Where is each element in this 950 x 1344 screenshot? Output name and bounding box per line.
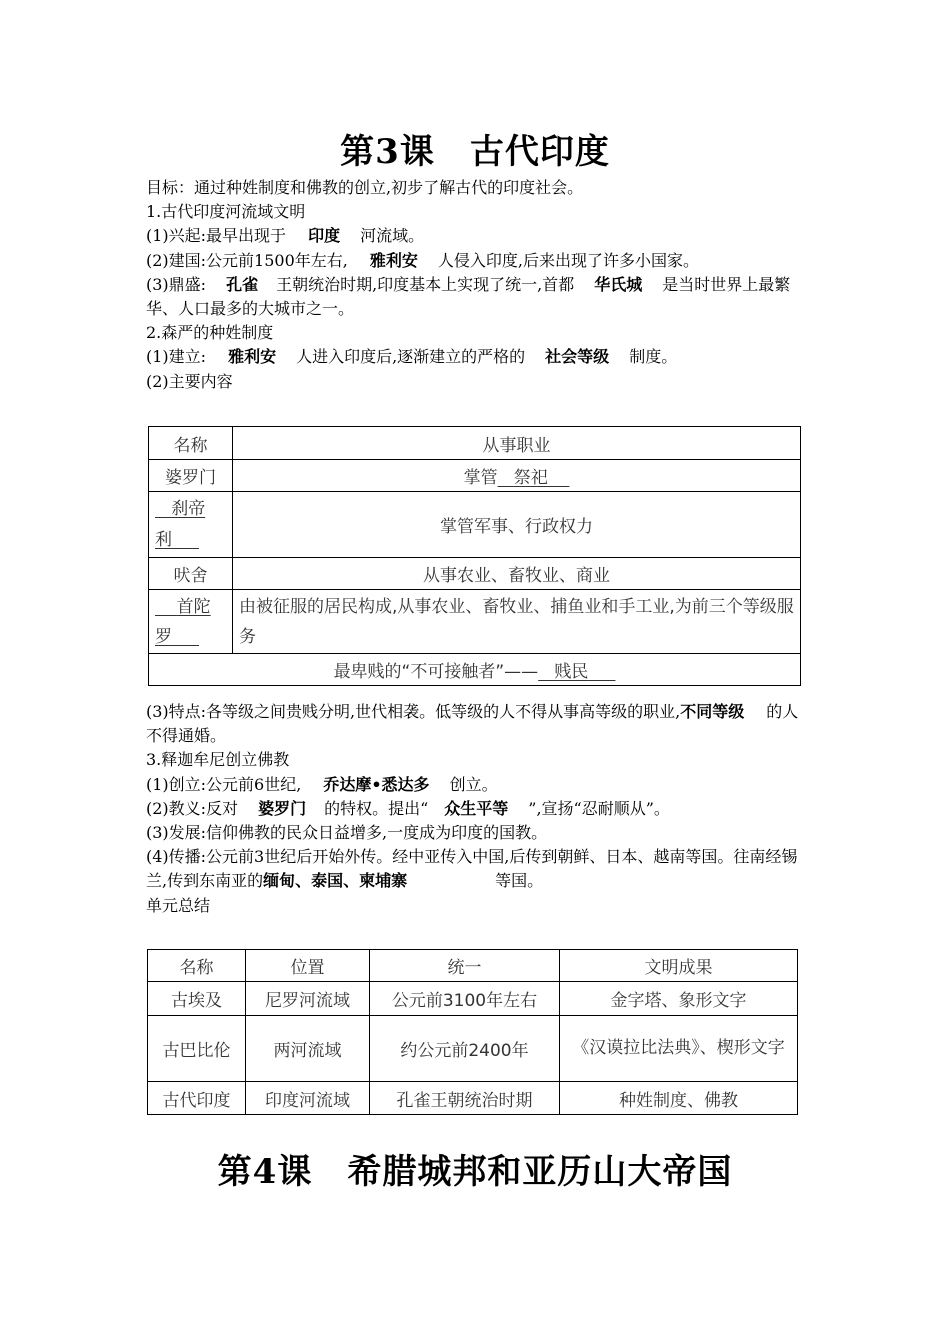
caste-row — [149, 558, 801, 590]
summary-cell: 古埃及 — [148, 982, 246, 1016]
summary-cell: 金字塔、象形文字 — [560, 982, 798, 1016]
untouchable-cell: 最卑贱的“不可接触者”—— 贱民 — [149, 654, 801, 686]
caste-row — [149, 460, 801, 492]
s2-line-3: (3)特点:各等级之间贵贱分明,世代相袭。低等级的人不得从事高等级的职业,不同等级 的人不得通婚。 — [146, 702, 799, 746]
caste-job: 掌管军事、行政权力 — [233, 492, 801, 558]
summary-cell: 种姓制度、佛教 — [560, 1082, 798, 1115]
s1-line-1: (1)兴起:最早出现于 印度 河流域。 — [146, 226, 425, 246]
summary-cell: 两河流域 — [246, 1016, 370, 1082]
caste-table-header — [149, 427, 801, 460]
section-text-2 — [146, 700, 812, 918]
caste-name: 首陀 罗 — [149, 590, 233, 654]
summary-header-cell: 文明成果 — [560, 950, 798, 982]
summary-cell: 古巴比伦 — [148, 1016, 246, 1082]
summary-row — [148, 1016, 798, 1082]
caste-name: 婆罗门 — [149, 460, 233, 492]
section-text-1 — [146, 176, 812, 394]
summary-header-cell: 名称 — [148, 950, 246, 982]
caste-name: 刹帝 利 — [149, 492, 233, 558]
summary-cell: 约公元前2400年 — [370, 1016, 560, 1082]
s3-line-2: (2)教义:反对 婆罗门 的特权。提出“ 众生平等 ”,宣扬“忍耐顺从”。 — [146, 798, 670, 818]
unit-summary-label: 单元总结 — [146, 895, 211, 915]
caste-job: 从事农业、畜牧业、商业 — [233, 558, 801, 590]
section-2-heading: 2.森严的种姓制度 — [146, 323, 274, 343]
summary-cell: 公元前3100年左右 — [370, 982, 560, 1016]
caste-job: 掌管 祭祀 — [233, 460, 801, 492]
caste-header-name: 名称 — [149, 427, 233, 460]
summary-table — [147, 949, 798, 1115]
summary-cell: 《汉谟拉比法典》、楔形文字 — [560, 1016, 798, 1082]
summary-header-cell: 统一 — [370, 950, 560, 982]
caste-row-untouchable — [149, 654, 801, 686]
summary-cell: 孔雀王朝统治时期 — [370, 1082, 560, 1115]
summary-cell: 古代印度 — [148, 1082, 246, 1115]
lesson-3-title: 第3课 古代印度 — [340, 132, 610, 172]
s3-line-4: (4)传播:公元前3世纪后开始外传。经中亚传入中国,后传到朝鲜、日本、越南等国。往南经锡兰,传到东南亚的缅甸、泰国、柬埔寨 等国。 — [146, 847, 798, 891]
caste-table — [148, 426, 801, 686]
caste-header-job: 从事职业 — [233, 427, 801, 460]
section-1-heading: 1.古代印度河流域文明 — [146, 202, 306, 222]
lesson-4-title: 第4课 希腊城邦和亚历山大帝国 — [217, 1152, 733, 1192]
s2-line-1: (1)建立: 雅利安 人进入印度后,逐渐建立的严格的 社会等级 制度。 — [146, 347, 678, 367]
s1-line-3: (3)鼎盛: 孔雀 王朝统治时期,印度基本上实现了统一,首都 华氏城 是当时世界上最繁华、人口最多的大城市之一。 — [146, 274, 791, 319]
caste-job: 由被征服的居民构成,从事农业、畜牧业、捕鱼业和手工业,为前三个等级服务 — [233, 590, 801, 654]
s1-line-2: (2)建国:公元前1500年左右, 雅利安 人侵入印度,后来出现了许多小国家。 — [146, 250, 699, 270]
summary-row — [148, 982, 798, 1016]
s3-line-3: (3)发展:信仰佛教的民众日益增多,一度成为印度的国教。 — [146, 823, 548, 843]
summary-header-cell: 位置 — [246, 950, 370, 982]
s3-line-1: (1)创立:公元前6世纪, 乔达摩•悉达多 创立。 — [146, 774, 498, 794]
caste-row — [149, 492, 801, 558]
goal-line: 目标：通过种姓制度和佛教的创立,初步了解古代的印度社会。 — [146, 178, 584, 197]
summary-table-header — [148, 950, 798, 982]
summary-cell: 印度河流域 — [246, 1082, 370, 1115]
section-3-heading: 3.释迦牟尼创立佛教 — [146, 750, 290, 770]
summary-row — [148, 1082, 798, 1115]
caste-name: 吠舍 — [149, 558, 233, 590]
s2-line-2: (2)主要内容 — [146, 371, 233, 391]
caste-row — [149, 590, 801, 654]
summary-cell: 尼罗河流域 — [246, 982, 370, 1016]
